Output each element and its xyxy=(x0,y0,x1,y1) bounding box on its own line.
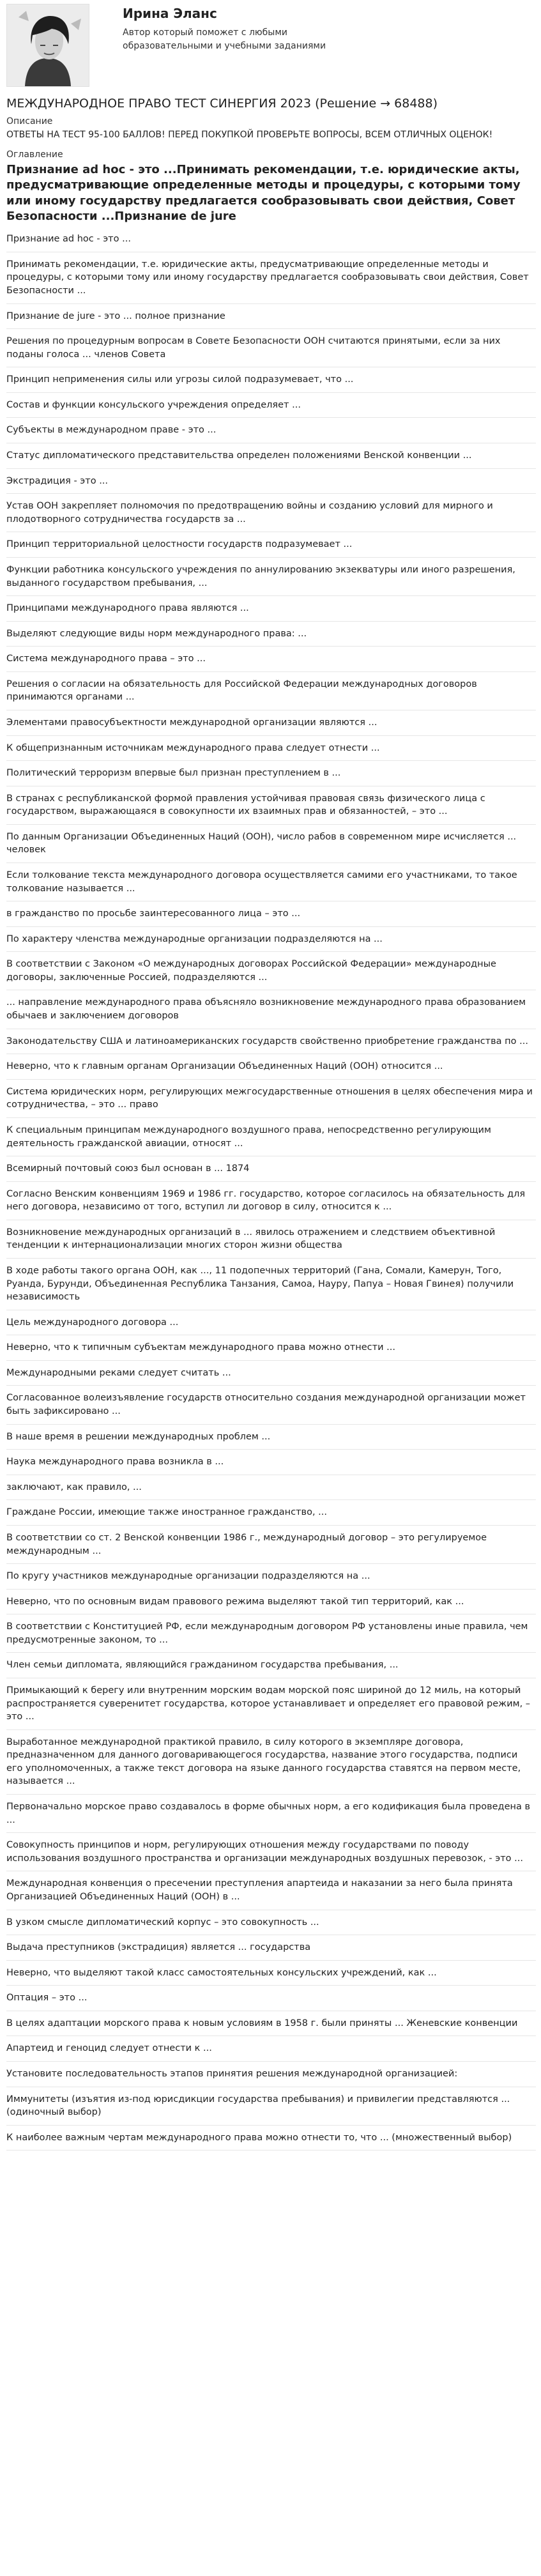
author-info xyxy=(123,4,340,53)
list-item: В соответствии со ст. 2 Венской конвенции 1986 г., международный договор – это регулируемое международным ... xyxy=(6,1529,536,1564)
list-item: Оптация – это ... xyxy=(6,1989,536,2011)
list-item: По кругу участников международные организации подразделяются на ... xyxy=(6,1568,536,1590)
list-item: В наше время в решении международных проблем ... xyxy=(6,1429,536,1450)
list-item: в гражданство по просьбе заинтересованного лица – это ... xyxy=(6,905,536,927)
list-item: Наука международного права возникла в ... xyxy=(6,1453,536,1475)
avatar-portrait-icon xyxy=(7,4,89,86)
list-item: В соответствии с Конституцией РФ, если международным договором РФ установлены иные правила, чем предусмотренные законом, то ... xyxy=(6,1618,536,1653)
list-item: Международными реками следует считать ... xyxy=(6,1365,536,1386)
list-item: В целях адаптации морского права к новым условиям в 1958 г. были приняты ... Женевские конвенции xyxy=(6,2015,536,2037)
list-item: Законодательству США и латиноамериканских государств свойственно приобретение гражданства по ... xyxy=(6,1033,536,1055)
list-item: Статус дипломатического представительства определен положениями Венской конвенции ... xyxy=(6,447,536,469)
list-item: Устав ООН закрепляет полномочия по предотвращению войны и созданию условий для мирного и плодотворного сотрудничества государств за ... xyxy=(6,498,536,532)
description-text: ОТВЕТЫ НА ТЕСТ 95-100 БАЛЛОВ! ПЕРЕД ПОКУПКОЙ ПРОВЕРЬТЕ ВОПРОСЫ, ВСЕМ ОТЛИЧНЫХ ОЦЕНОК! xyxy=(6,129,493,140)
list-item: Субъекты в международном праве - это ... xyxy=(6,422,536,443)
list-item: Цель международного договора ... xyxy=(6,1314,536,1336)
list-item: В ходе работы такого органа ООН, как ..., 11 подопечных территорий (Гана, Сомали, Камерун, Того, Руанда, Бурунди, Объединенная Республика Танзания, Самоа, Науру, Папуа – Новая Гвинея) получили независимость xyxy=(6,1262,536,1310)
list-item: Неверно, что к главным органам Организации Объединенных Наций (ООН) относится ... xyxy=(6,1058,536,1080)
list-item: Признание de jure - это ... полное признание xyxy=(6,308,536,330)
list-item: Экстрадиция - это ... xyxy=(6,473,536,494)
list-item: Совокупность принципов и норм, регулирующих отношения между государствами по поводу использования воздушного пространства и организации международных воздушных перевозок, - это ... xyxy=(6,1837,536,1871)
list-item: Признание ad hoc - это ... xyxy=(6,231,536,252)
list-item: Неверно, что к типичным субъектам международного права можно отнести ... xyxy=(6,1339,536,1361)
list-item: В узком смысле дипломатический корпус – это совокупность ... xyxy=(6,1914,536,1936)
list-item: Апартеид и геноцид следует отнести к ... xyxy=(6,2040,536,2062)
description-label: Описание xyxy=(6,116,53,126)
list-item: Примыкающий к берегу или внутренним морским водам морской пояс шириной до 12 миль, на который распространяется суверенитет государства, которое устанавливает и определяет его правовой режим, – это ... xyxy=(6,1682,536,1730)
page-title: МЕЖДУНАРОДНОЕ ПРАВО ТЕСТ СИНЕРГИЯ 2023 (Решение → 68488) xyxy=(6,96,438,111)
question-list xyxy=(6,231,536,2150)
list-item: Принципами международного права являются ... xyxy=(6,600,536,622)
author-name[interactable]: Ирина Эланс xyxy=(123,6,217,21)
author-block xyxy=(6,4,536,92)
list-item: В соответствии с Законом «О международных договорах Российской Федерации» международные договоры, заключенные Россией, подразделяются ... xyxy=(6,956,536,990)
list-item: Первоначально морское право создавалось в форме обычных норм, а его кодификация была проведена в ... xyxy=(6,1798,536,1833)
list-item: Международная конвенция о пресечении преступления апартеида и наказании за него была принята Организацией Объединенных Наций (ООН) в ... xyxy=(6,1875,536,1910)
list-item: По характеру членства международные организации подразделяются на ... xyxy=(6,931,536,953)
toc-heading: Признание ad hoc - это ...Принимать рекомендации, т.е. юридические акты, предусматривающие определенные методы и процедуры, с которыми тому или иному государству предлагается сообразовывать свои действия, Совет Безопасности ...Признание de jure xyxy=(6,163,521,223)
list-item: К наиболее важным чертам международного права можно отнести то, что ... (множественный выбор) xyxy=(6,2129,536,2151)
list-item: Система юридических норм, регулирующих межгосударственные отношения в целях обеспечения мира и сотрудничества, – это ... право xyxy=(6,1084,536,1118)
list-item: Элементами правосубъектности международной организации являются ... xyxy=(6,714,536,736)
list-item: Согласованное волеизъявление государств относительно создания международной организации может быть зафиксировано ... xyxy=(6,1390,536,1424)
list-item: Выработанное международной практикой правило, в силу которого в экземпляре договора, предназначенном для данного договаривающегося государства, название этого государства, подписи его уполномоченных, а также текст договора на языке данного государства ставятся на первом месте, называется ... xyxy=(6,1734,536,1795)
list-item: Выделяют следующие виды норм международного права: ... xyxy=(6,625,536,647)
list-item: Решения по процедурным вопросам в Совете Безопасности ООН считаются принятыми, если за них поданы голоса ... членов Совета xyxy=(6,333,536,367)
list-item: Согласно Венским конвенциям 1969 и 1986 гг. государство, которое согласилось на обязательность для него договора, независимо от того, вступил ли договор в силу, относится к ... xyxy=(6,1186,536,1220)
list-item: Решения о согласии на обязательность для Российской Федерации международных договоров принимаются органами ... xyxy=(6,676,536,710)
list-item: Граждане России, имеющие также иностранное гражданство, ... xyxy=(6,1504,536,1526)
list-item: Если толкование текста международного договора осуществляется самими его участниками, то такое толкование называется ... xyxy=(6,867,536,901)
list-item: Возникновение международных организаций в ... явилось отражением и следствием объективной тенденции к интернационализации многих сторон жизни общества xyxy=(6,1224,536,1259)
list-item: Принимать рекомендации, т.е. юридические акты, предусматривающие определенные методы и процедуры, с которыми тому или иному государству предлагается сообразовывать свои действия, Совет Безопасности ... xyxy=(6,256,536,304)
list-item: Функции работника консульского учреждения по аннулированию экзекватуры или иного разрешения, выданного государством пребывания, ... xyxy=(6,562,536,596)
author-description: Автор который поможет с любыми образовательными и учебными заданиями xyxy=(123,27,326,51)
list-item: Неверно, что выделяют такой класс самостоятельных консульских учреждений, как ... xyxy=(6,1965,536,1986)
avatar[interactable] xyxy=(6,4,89,87)
list-item: Член семьи дипломата, являющийся гражданином государства пребывания, ... xyxy=(6,1657,536,1678)
list-item: Принцип территориальной целостности государств подразумевает ... xyxy=(6,536,536,558)
list-item: заключают, как правило, ... xyxy=(6,1479,536,1501)
list-item: Система международного права – это ... xyxy=(6,650,536,672)
list-item: К специальным принципам международного воздушного права, непосредственно регулирующим деятельность гражданской авиации, относят ... xyxy=(6,1122,536,1156)
list-item: Иммунитеты (изъятия из-под юрисдикции государства пребывания) и привилегии представляются ... (одиночный выбор) xyxy=(6,2091,536,2126)
list-item: Всемирный почтовый союз был основан в ... 1874 xyxy=(6,1160,536,1182)
list-item: В странах с республиканской формой правления устойчивая правовая связь физического лица с государством, выражающаяся в совокупности их взаимных прав и обязанностей, – это ... xyxy=(6,790,536,825)
list-item: Политический терроризм впервые был признан преступлением в ... xyxy=(6,765,536,786)
list-item: Состав и функции консульского учреждения определяет ... xyxy=(6,397,536,418)
list-item: Установите последовательность этапов принятия решения международной организацией: xyxy=(6,2066,536,2087)
list-item: Выдача преступников (экстрадиция) является ... государства xyxy=(6,1939,536,1961)
toc-label: Оглавление xyxy=(6,150,63,160)
list-item: Неверно, что по основным видам правового режима выделяют такой тип территорий, как ... xyxy=(6,1593,536,1615)
list-item: Принцип неприменения силы или угрозы силой подразумевает, что ... xyxy=(6,371,536,393)
list-item: По данным Организации Объединенных Наций (ООН), число рабов в современном мире исчисляется ... человек xyxy=(6,829,536,863)
list-item: К общепризнанным источникам международного права следует отнести ... xyxy=(6,740,536,762)
list-item: ... направление международного права объясняло возникновение международного права образованием обычаев и заключением договоров xyxy=(6,994,536,1029)
